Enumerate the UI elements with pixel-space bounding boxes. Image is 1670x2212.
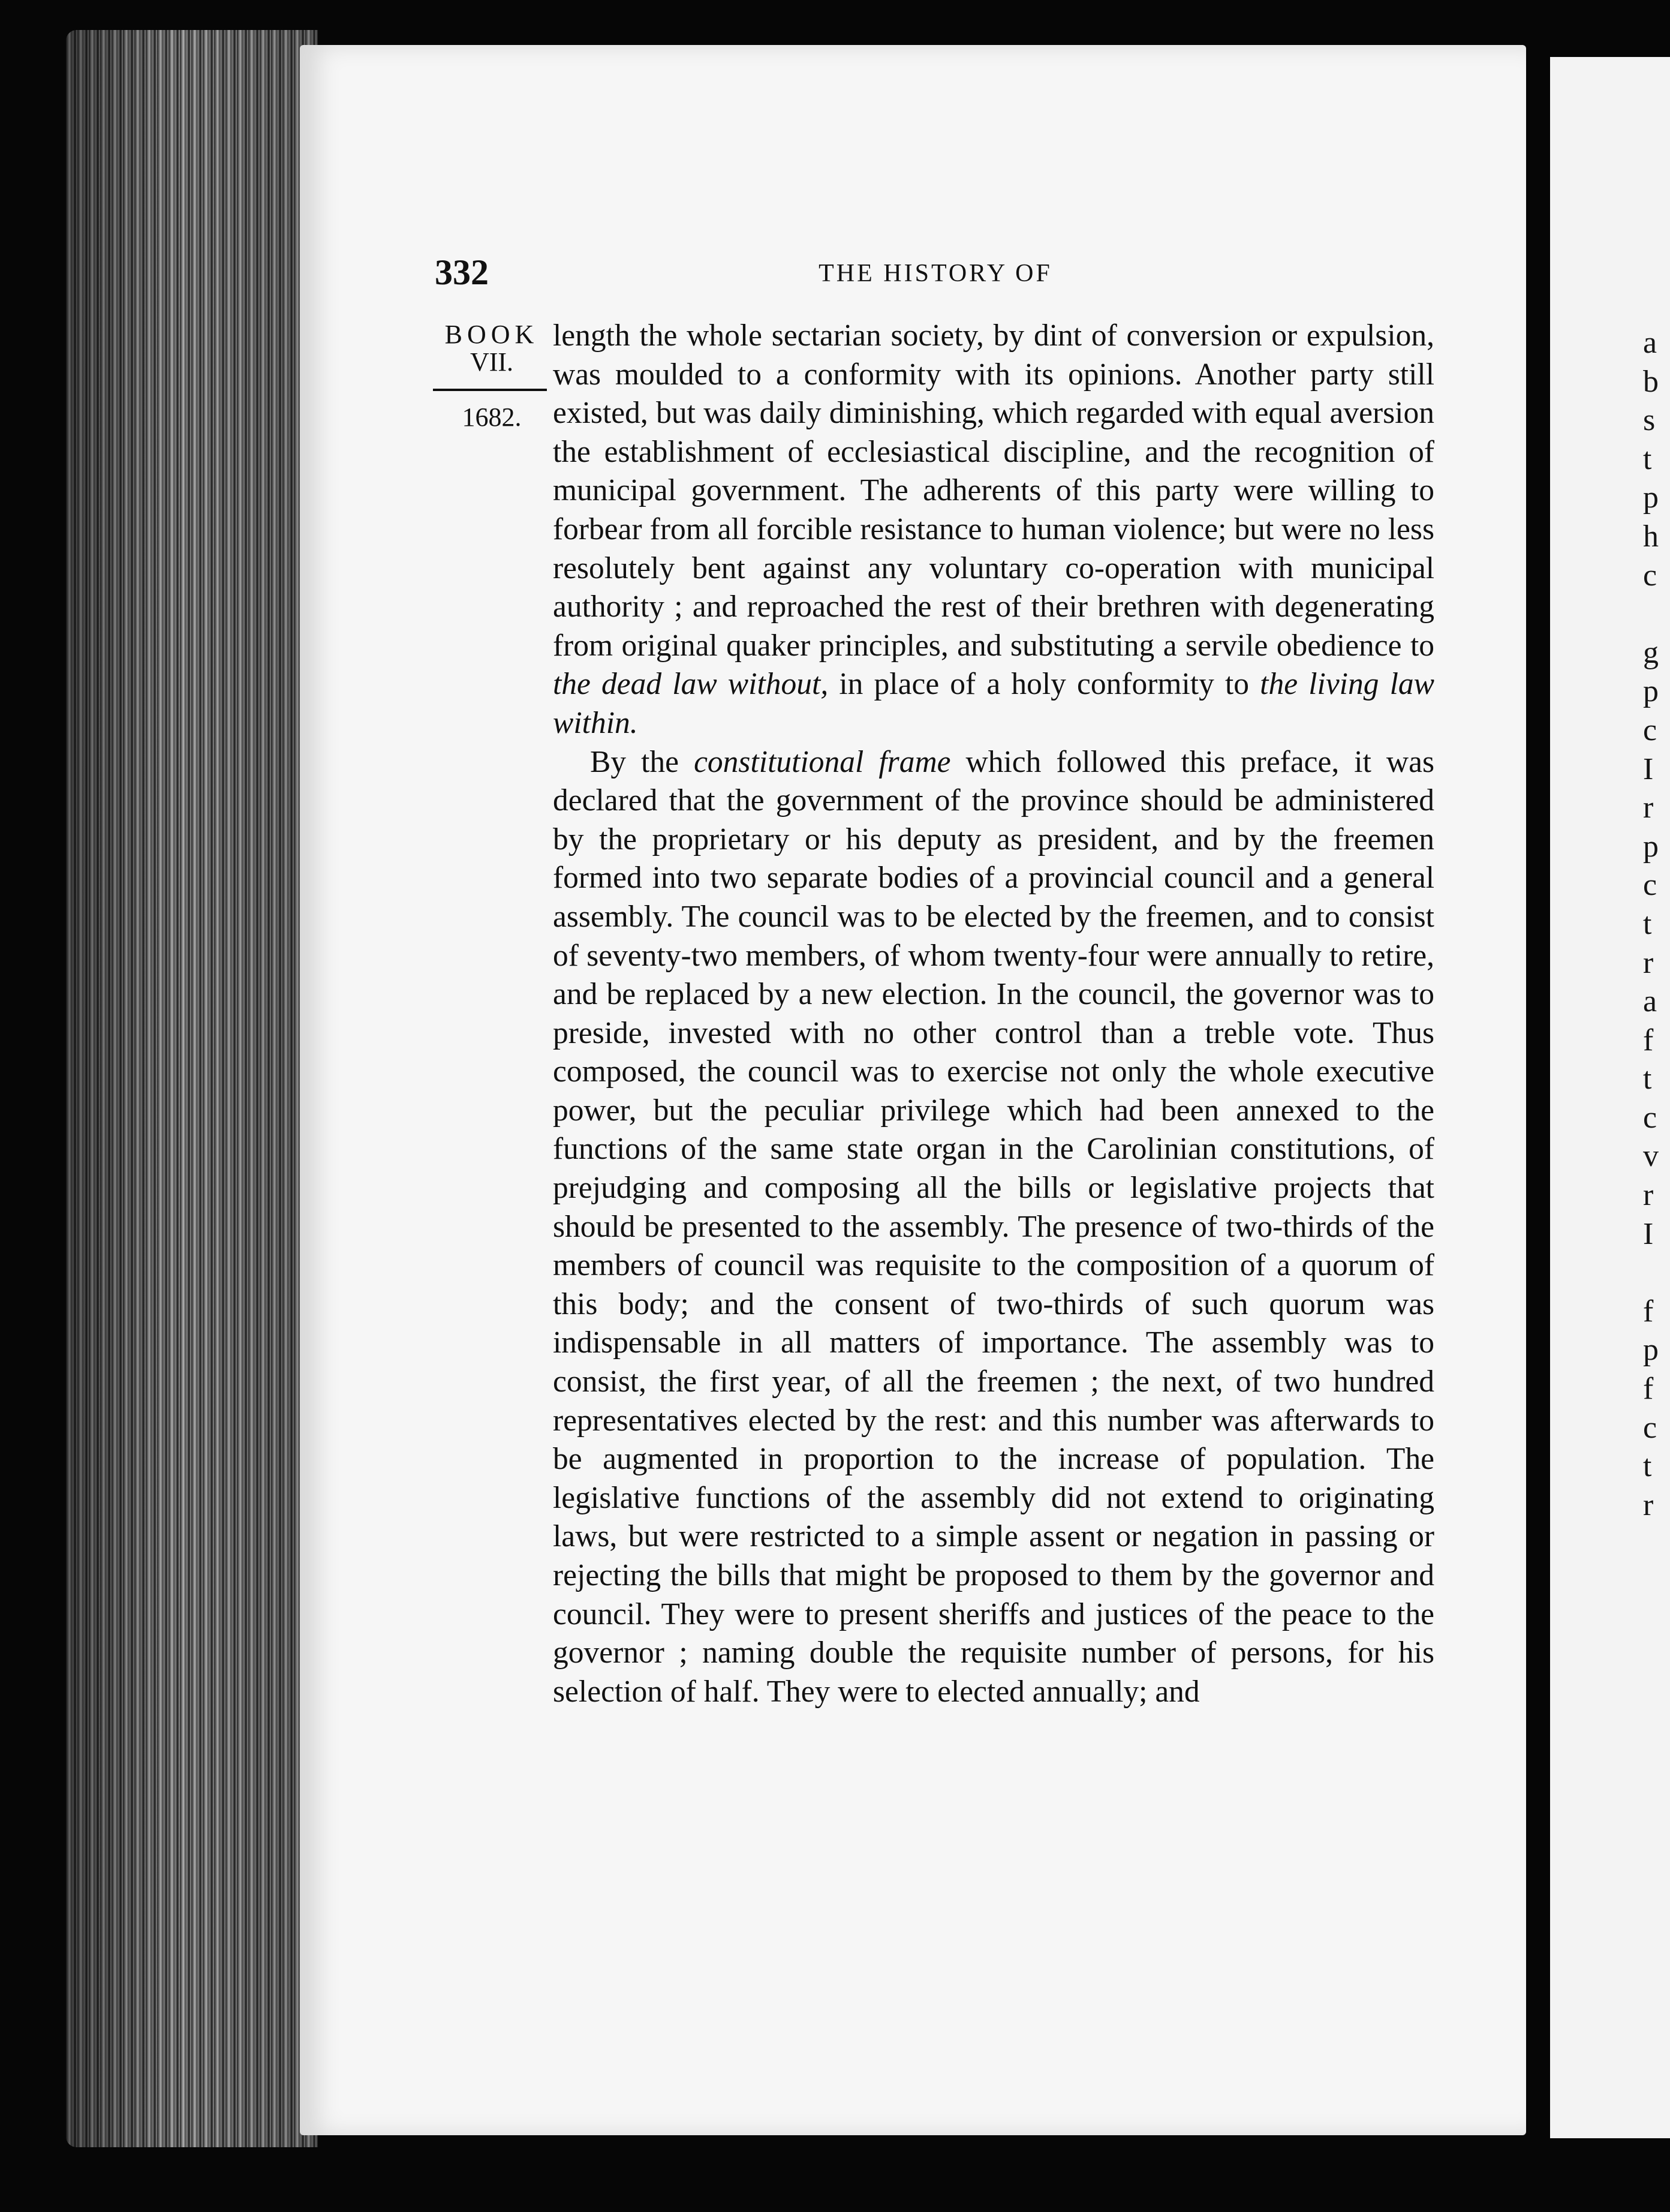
paragraph-1: length the whole sectarian society, by dint of conversion or expulsion, was moulded to a conformity with its opinions. Another party still existed, but was daily diminishing, which regarded with equal aversion the establishment of ecclesiastical discipline, and the recognition of municipal government. The adherents of this party were willing to forbear from all forcible resistance to human violence; but were no less resolutely bent against any voluntary co-operation with municipal authority ; and reproached the rest of their brethren with degenerating from original quaker principles, and substituting a servile obedience to the dead law without, in place of a holy conformity to the living law within.: [553, 318, 1435, 740]
book-edge-shadow: [66, 30, 318, 2147]
italic-phrase: constitutional frame: [694, 744, 951, 779]
running-title: THE HISTORY OF: [819, 260, 1052, 287]
margin-year: 1682.: [462, 402, 522, 432]
margin-book-label: BOOK: [444, 320, 539, 349]
margin-volume-label: VII.: [470, 347, 514, 377]
body-text: [553, 317, 1434, 1711]
italic-phrase: the living law within.: [553, 667, 1435, 740]
italic-phrase: the dead law without,: [553, 667, 829, 702]
facing-page-text: a b s t p h c g p c I r p c t r a f t c v r I f p f c t r: [1643, 326, 1659, 1522]
page-number: 332: [435, 253, 489, 292]
running-head: [435, 252, 1436, 294]
paragraph-2: By the constitutional frame which followed this preface, it was declared that the government of the province should be administered by the proprietary or his deputy as president, and by the freemen formed into two separate bodies of a provincial council and a general assembly. The council was to be elected by the freemen, and to consist of seventy-two members, of whom twenty-four were annually to retire, and be replaced by a new election. In the council, the governor was to preside, invested with no other control than a treble vote. Thus composed, the council was to exercise not only the whole executive power, but the peculiar privilege which had been annexed to the functions of the same state organ in the Carolinian constitutions, of prejudging and composing all the bills or legislative projects that should be presented to the assembly. The presence of two-thirds of the members of council was requisite to the composition of a quorum of this body; and the consent of two-thirds of such quorum was indispensable in all matters of importance. The assembly was to consist, the first year, of all the freemen ; the next, of two hundred representatives elected by the rest: and this number was afterwards to be augmented in proportion to the increase of population. The legislative functions of the assembly did not extend to originating laws, but were restricted to a simple assent or negation in passing or rejecting the bills that might be proposed to them by the governor and council. They were to present sheriffs and justices of the peace to the governor ; naming double the requisite number of persons, for his selection of half. They were to elected annually; and: [553, 744, 1435, 1709]
margin-rule: [433, 389, 547, 391]
